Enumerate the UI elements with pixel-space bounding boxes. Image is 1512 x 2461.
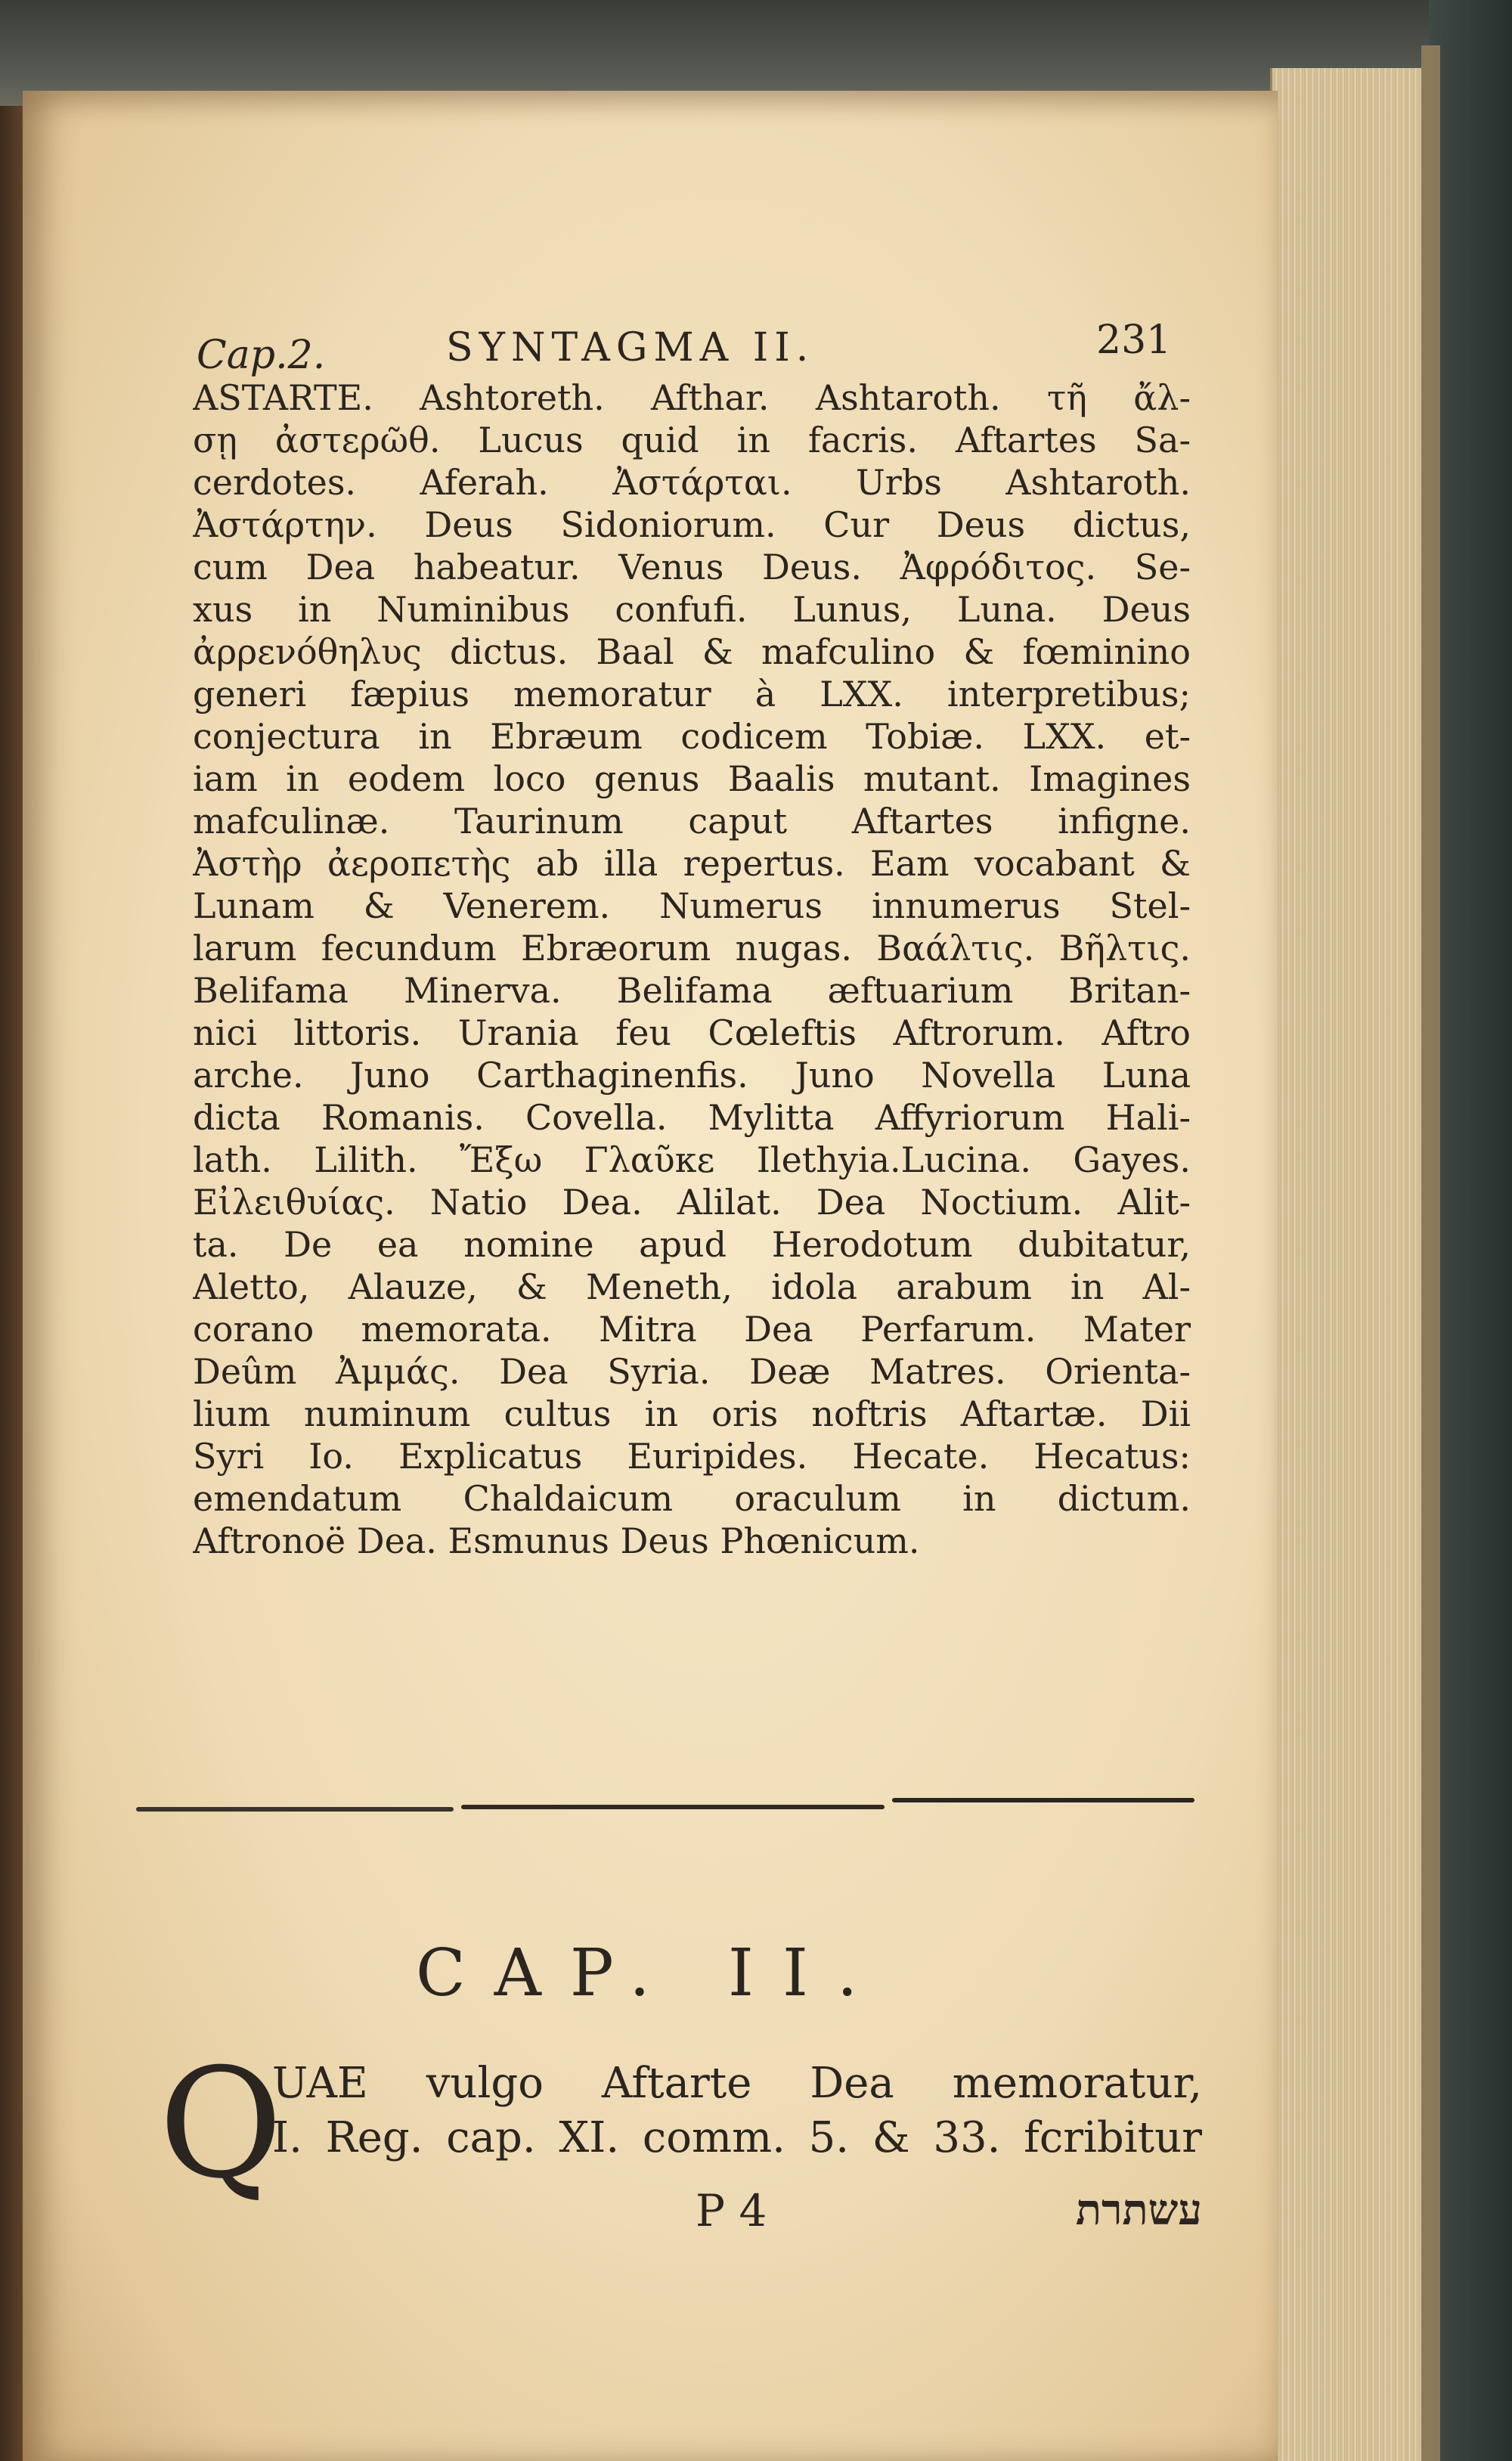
text-line: nici littoris. Urania feu Cœleftis Aftrorum. Aftro xyxy=(193,1012,1191,1053)
catchword: עשתרת xyxy=(1075,2185,1202,2235)
text-line: ἀρρενόθηλυς dictus. Baal & mafculino & fœminino xyxy=(193,631,1191,672)
text-line: cum Dea habeatur. Venus Deus. Ἀφρόδιτος. Se- xyxy=(193,547,1191,587)
text-line: generi fæpius memoratur à LXX. interpretibus; xyxy=(193,674,1191,714)
text-line: I. Reg. cap. XI. comm. 5. & 33. fcribitur xyxy=(272,2113,1202,2162)
book-cover-edge xyxy=(1421,45,1440,2461)
text-line: dicta Romanis. Covella. Mylitta Affyriorum Hali- xyxy=(193,1097,1191,1138)
page-number: 231 xyxy=(1096,318,1172,363)
running-title: SYNTAGMA II. xyxy=(446,325,815,370)
text-line: Lunam & Venerem. Numerus innumerus Stel- xyxy=(193,885,1191,926)
book-page xyxy=(23,91,1278,2461)
text-line: Aftronoë Dea. Esmunus Deus Phœnicum. xyxy=(193,1520,920,1561)
text-line: UAE vulgo Aftarte Dea memoratur, xyxy=(272,2059,1202,2108)
page-edges xyxy=(1270,68,1435,2461)
text-line: arche. Juno Carthaginenfis. Juno Novella Luna xyxy=(193,1055,1191,1096)
chapter-opening-paragraph xyxy=(272,2057,1202,2165)
chapter-heading: CAP. II. xyxy=(416,1936,887,2011)
text-line: ASTARTE. Ashtoreth. Afthar. Ashtaroth. τῆ ἄλ- xyxy=(193,377,1191,418)
text-line: cerdotes. Aferah. Ἀστάρται. Urbs Ashtaroth. xyxy=(193,462,1191,503)
divider-rule xyxy=(136,1807,454,1812)
running-header xyxy=(197,318,1179,378)
text-line: Belifama Minerva. Belifama æftuarium Britan- xyxy=(193,970,1191,1011)
drop-cap: Q xyxy=(159,2036,283,2212)
text-line: larum fecundum Ebræorum nugas. Βαάλτις. Βῆλτις. xyxy=(193,928,1191,969)
text-line: Ἀστάρτην. Deus Sidoniorum. Cur Deus dictus, xyxy=(193,504,1191,545)
chapter-reference: Cap.2. xyxy=(197,333,326,378)
page-footer xyxy=(272,2185,1202,2246)
text-line: lath. Lilith. Ἔξω Γλαῦκε Ilethyia.Lucina. Gayes. xyxy=(193,1139,1191,1180)
background-right xyxy=(1429,0,1512,2461)
text-line: lium numinum cultus in oris noftris Aftartæ. Dii xyxy=(193,1393,1191,1434)
text-line: mafculinæ. Taurinum caput Aftartes infigne. xyxy=(193,801,1191,842)
text-line: corano memorata. Mitra Dea Perfarum. Mater xyxy=(193,1309,1191,1350)
text-line: Aletto, Alauze, & Meneth, idola arabum in Al- xyxy=(193,1266,1191,1307)
text-line: Deûm Ἀμμάς. Dea Syria. Deæ Matres. Orienta- xyxy=(193,1351,1191,1392)
signature-mark: P 4 xyxy=(696,2185,767,2236)
section-divider xyxy=(136,1807,1194,1837)
text-line: Ἀστὴρ ἀεροπετὴς ab illa repertus. Eam vocabant & xyxy=(193,843,1191,884)
text-line: Syri Io. Explicatus Euripides. Hecate. Hecatus: xyxy=(193,1436,1191,1477)
chapter-summary xyxy=(193,377,1191,1562)
text-line: ta. De ea nomine apud Herodotum dubitatur, xyxy=(193,1224,1191,1265)
text-line: xus in Numinibus confufi. Lunus, Luna. Deus xyxy=(193,589,1191,630)
text-line: σῃ ἀστερῶθ. Lucus quid in facris. Aftartes Sa- xyxy=(193,420,1191,460)
text-line: conjectura in Ebræum codicem Tobiæ. LXX. et- xyxy=(193,716,1191,757)
text-line: iam in eodem loco genus Baalis mutant. Imagines xyxy=(193,758,1191,799)
text-line: Εἰλειθυίας. Natio Dea. Alilat. Dea Noctium. Alit- xyxy=(193,1182,1191,1223)
divider-rule xyxy=(461,1805,885,1809)
divider-rule xyxy=(892,1798,1194,1802)
text-line: emendatum Chaldaicum oraculum in dictum. xyxy=(193,1478,1191,1519)
